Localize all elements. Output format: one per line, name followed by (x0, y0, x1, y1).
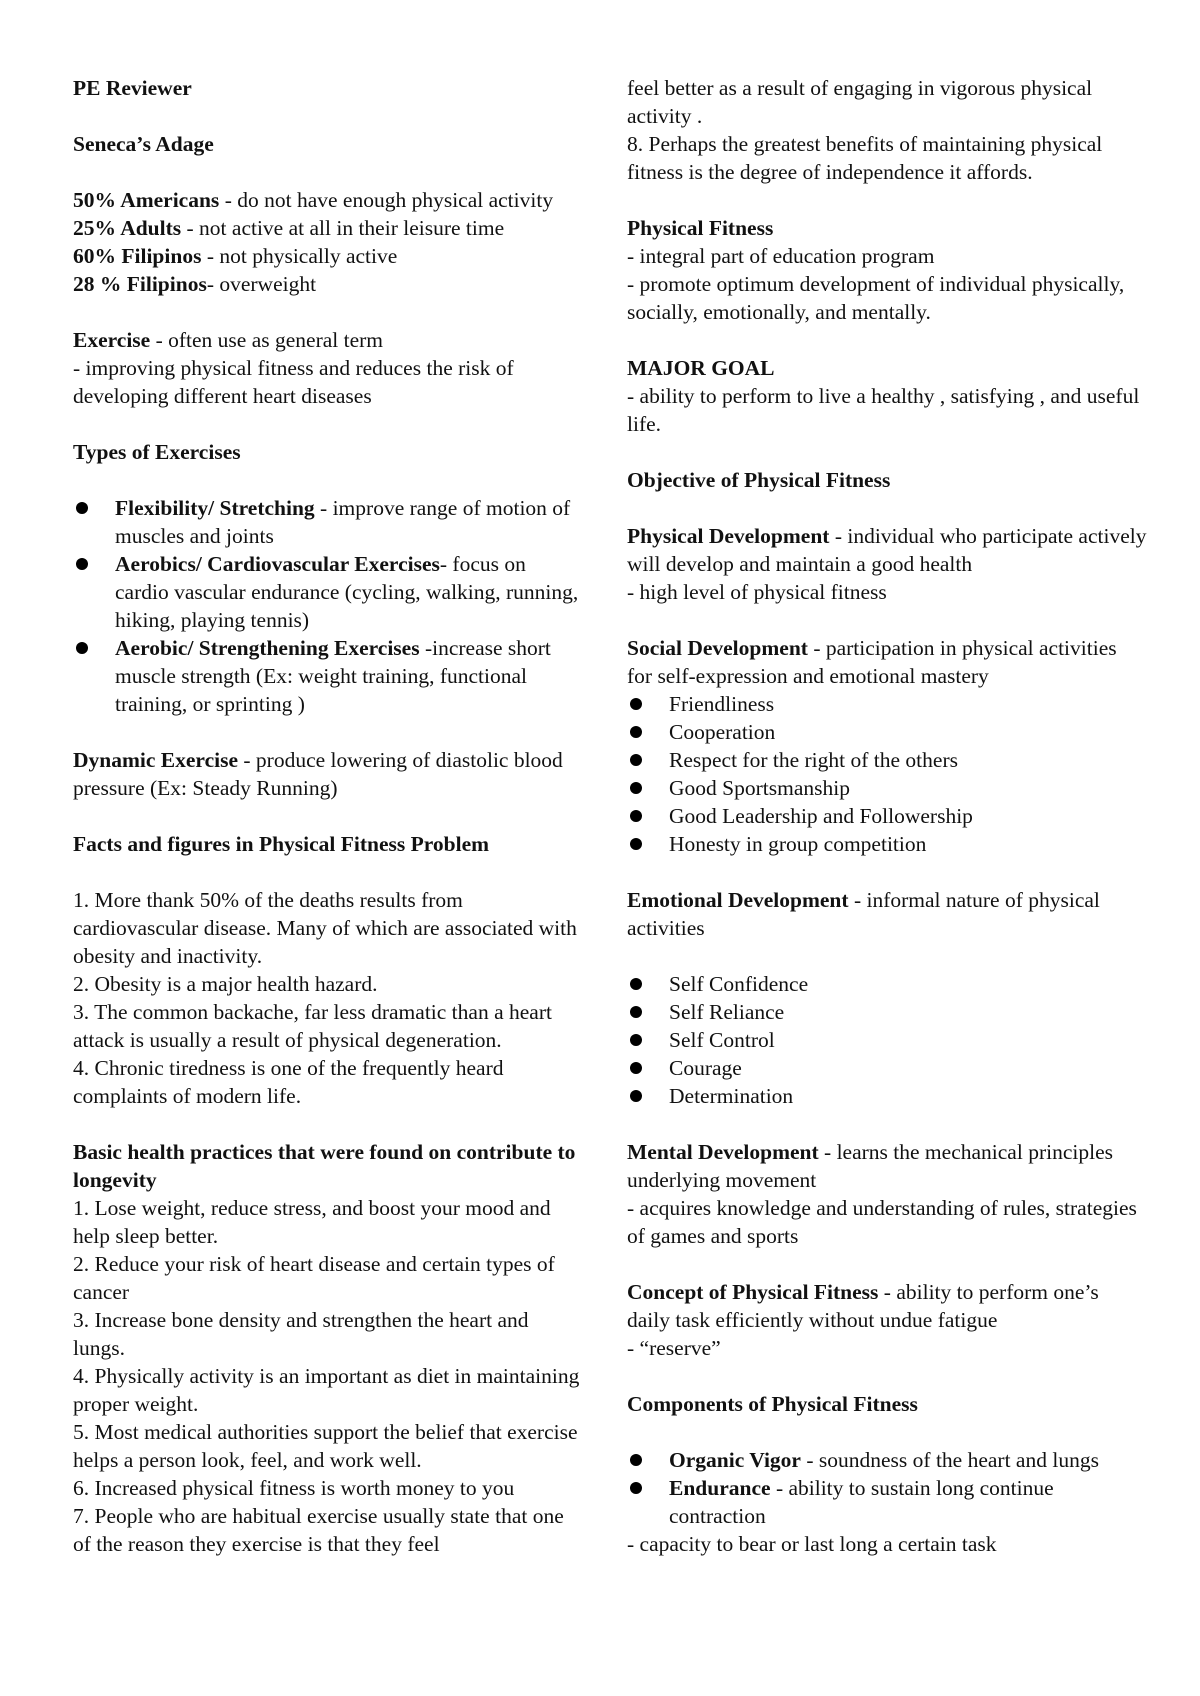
mental-development-definition: Mental Development - learns the mechanical principles underlying movement (627, 1140, 1113, 1192)
right-column (627, 74, 1147, 1558)
practice-item: 3. Increase bone density and strengthen the heart and lungs. (73, 1308, 529, 1360)
list-item: Good Sportsmanship (627, 774, 1147, 802)
fact-item: 2. Obesity is a major health hazard. (73, 972, 378, 996)
fact-item: 4. Chronic tiredness is one of the frequently heard complaints of modern life. (73, 1056, 504, 1108)
practice-item: 4. Physically activity is an important as diet in maintaining proper weight. (73, 1364, 580, 1416)
physical-fitness-line: - integral part of education program (627, 244, 935, 268)
practices-heading: Basic health practices that were found on contribute to longevity (73, 1140, 576, 1192)
left-column (73, 74, 583, 1558)
stat-line: 25% Adults - not active at all in their leisure time (73, 216, 505, 240)
practice-continuation: feel better as a result of engaging in vigorous physical activity . (627, 76, 1093, 128)
fact-item: 3. The common backache, far less dramatic than a heart attack is usually a result of physical degeneration. (73, 1000, 552, 1052)
endurance-detail: - capacity to bear or last long a certain task (627, 1532, 997, 1556)
major-goal-heading: MAJOR GOAL (627, 356, 775, 380)
components-heading: Components of Physical Fitness (627, 1392, 918, 1416)
exercise-detail: - improving physical fitness and reduces the risk of developing different heart diseases (73, 356, 514, 408)
practice-item: 5. Most medical authorities support the belief that exercise helps a person look, feel, and work well. (73, 1420, 578, 1472)
practice-item: 1. Lose weight, reduce stress, and boost your mood and help sleep better. (73, 1196, 551, 1248)
list-item: Friendliness (627, 690, 1147, 718)
concept-detail: - “reserve” (627, 1336, 721, 1360)
practice-item: 2. Reduce your risk of heart disease and certain types of cancer (73, 1252, 555, 1304)
practice-item: 6. Increased physical fitness is worth money to you (73, 1476, 515, 1500)
list-item: Respect for the right of the others (627, 746, 1147, 774)
list-item: Self Confidence (627, 970, 1147, 998)
list-item: Self Control (627, 1026, 1147, 1054)
list-item: Good Leadership and Followership (627, 802, 1147, 830)
facts-heading: Facts and figures in Physical Fitness Problem (73, 832, 490, 856)
list-item: Aerobic/ Strengthening Exercises -increase short muscle strength (Ex: weight training, functional training, or sprinting ) (73, 634, 583, 718)
fact-item: 1. More thank 50% of the deaths results from cardiovascular disease. Many of which are associated with obesity and inactivity. (73, 888, 577, 968)
stat-line: 60% Filipinos - not physically active (73, 244, 398, 268)
physical-fitness-heading: Physical Fitness (627, 216, 774, 240)
list-item: Endurance - ability to sustain long continue contraction (627, 1474, 1147, 1530)
list-item: Organic Vigor - soundness of the heart and lungs (627, 1446, 1147, 1474)
objective-heading: Objective of Physical Fitness (627, 468, 891, 492)
list-item: Courage (627, 1054, 1147, 1082)
types-heading: Types of Exercises (73, 440, 241, 464)
list-item: Determination (627, 1082, 1147, 1110)
document-title: PE Reviewer (73, 76, 192, 100)
mental-development-detail: - acquires knowledge and understanding of rules, strategies of games and sports (627, 1196, 1137, 1248)
physical-fitness-line: - promote optimum development of individual physically, socially, emotionally, and mentally. (627, 272, 1125, 324)
list-item: Cooperation (627, 718, 1147, 746)
dynamic-exercise-definition: Dynamic Exercise - produce lowering of diastolic blood pressure (Ex: Steady Running) (73, 748, 563, 800)
emotional-traits-list (627, 970, 1147, 1110)
exercise-definition: Exercise - often use as general term (73, 328, 384, 352)
emotional-development-definition: Emotional Development - informal nature of physical activities (627, 888, 1100, 940)
exercise-types-list (73, 494, 583, 718)
physical-development-detail: - high level of physical fitness (627, 580, 887, 604)
practice-item: 8. Perhaps the greatest benefits of maintaining physical fitness is the degree of independence it affords. (627, 132, 1103, 184)
stat-line: 50% Americans - do not have enough physical activity (73, 188, 554, 212)
practice-item: 7. People who are habitual exercise usually state that one of the reason they exercise is that they feel (73, 1504, 564, 1556)
list-item: Flexibility/ Stretching - improve range of motion of muscles and joints (73, 494, 583, 550)
social-development-definition: Social Development - participation in physical activities for self-expression and emotional mastery (627, 636, 1117, 688)
components-list (627, 1446, 1147, 1530)
list-item: Honesty in group competition (627, 830, 1147, 858)
major-goal-text: - ability to perform to live a healthy , satisfying , and useful life. (627, 384, 1140, 436)
list-item: Aerobics/ Cardiovascular Exercises- focus on cardio vascular endurance (cycling, walking, running, hiking, playing tennis) (73, 550, 583, 634)
stat-line: 28 % Filipinos- overweight (73, 272, 317, 296)
list-item: Self Reliance (627, 998, 1147, 1026)
social-traits-list (627, 690, 1147, 858)
physical-development-definition: Physical Development - individual who participate actively will develop and maintain a good health (627, 524, 1147, 576)
concept-definition: Concept of Physical Fitness - ability to perform one’s daily task efficiently without undue fatigue (627, 1280, 1099, 1332)
adage-heading: Seneca’s Adage (73, 132, 214, 156)
